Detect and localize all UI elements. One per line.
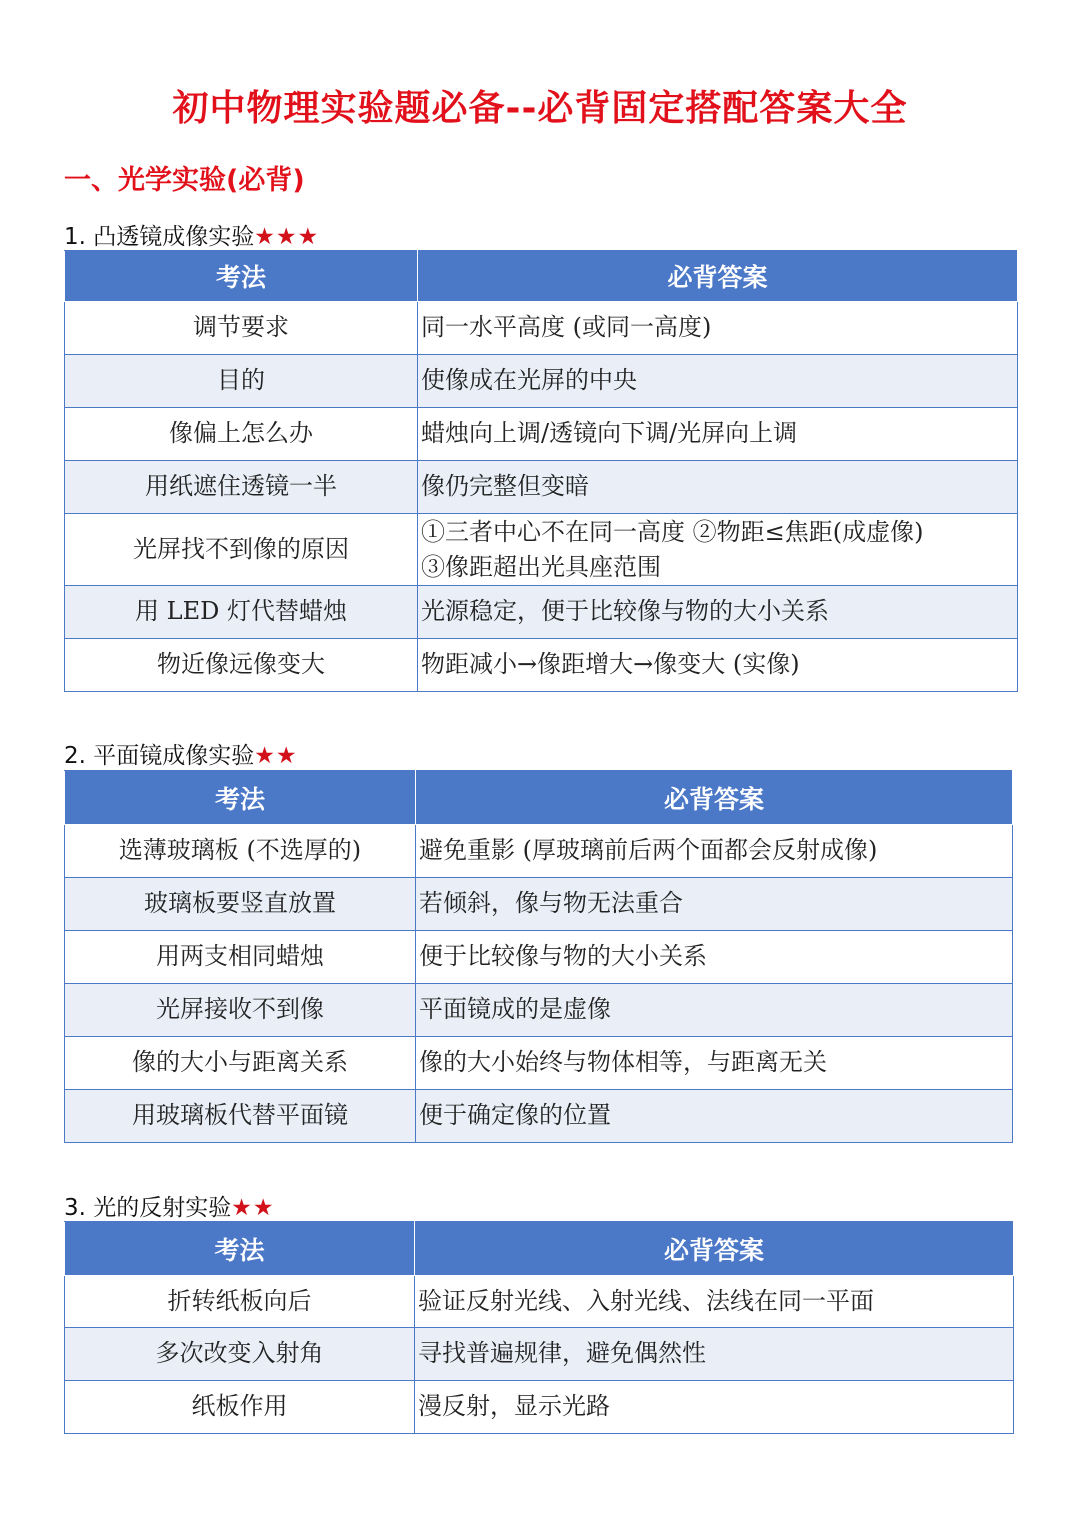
answer-cell bbox=[418, 514, 1018, 586]
table-2-title-text: 2. 平面镜成像实验 bbox=[64, 743, 255, 769]
law-cell: 折转纸板向后 bbox=[65, 1276, 415, 1328]
table-row bbox=[65, 1090, 1013, 1143]
law-cell: 多次改变入射角 bbox=[65, 1328, 415, 1381]
table-row bbox=[65, 639, 1018, 692]
table-row bbox=[65, 984, 1013, 1037]
law-cell: 用玻璃板代替平面镜 bbox=[65, 1090, 416, 1143]
answer-cell: 同一水平高度 (或同一高度) bbox=[418, 302, 1018, 355]
law-cell: 用两支相同蜡烛 bbox=[65, 931, 416, 984]
answer-cell: 寻找普遍规律，避免偶然性 bbox=[415, 1328, 1014, 1381]
table-row bbox=[65, 1381, 1014, 1434]
table-row bbox=[65, 586, 1018, 639]
answer-cell: 像的大小始终与物体相等，与距离无关 bbox=[416, 1037, 1013, 1090]
table-row bbox=[65, 408, 1018, 461]
law-cell: 纸板作用 bbox=[65, 1381, 415, 1434]
table-light-reflection bbox=[64, 1221, 1014, 1434]
answer-cell: 物距减小→像距增大→像变大 (实像) bbox=[418, 639, 1018, 692]
law-cell: 目的 bbox=[65, 355, 418, 408]
table-row bbox=[65, 461, 1018, 514]
table-plane-mirror bbox=[64, 770, 1013, 1143]
header-law: 考法 bbox=[65, 771, 416, 825]
answer-cell: 光源稳定，便于比较像与物的大小关系 bbox=[418, 586, 1018, 639]
table-row bbox=[65, 1276, 1014, 1328]
answer-cell: 便于比较像与物的大小关系 bbox=[416, 931, 1013, 984]
star-rating: ★★★ bbox=[254, 224, 320, 250]
table-row bbox=[65, 514, 1018, 586]
table-1-title bbox=[64, 218, 319, 251]
law-cell: 玻璃板要竖直放置 bbox=[65, 878, 416, 931]
answer-cell: 使像成在光屏的中央 bbox=[418, 355, 1018, 408]
table-row bbox=[65, 1037, 1013, 1090]
table-header-row bbox=[65, 771, 1013, 825]
law-cell: 用纸遮住透镜一半 bbox=[65, 461, 418, 514]
answer-cell: 蜡烛向上调/透镜向下调/光屏向上调 bbox=[418, 408, 1018, 461]
header-answer: 必背答案 bbox=[415, 1222, 1014, 1276]
star-rating: ★★ bbox=[254, 743, 298, 769]
answer-line-1: ①三者中心不在同一高度 ②物距≤焦距(成虚像) bbox=[421, 517, 924, 546]
table-3-title bbox=[64, 1189, 275, 1222]
table-row bbox=[65, 825, 1013, 878]
law-cell: 光屏接收不到像 bbox=[65, 984, 416, 1037]
table-1-title-text: 1. 凸透镜成像实验 bbox=[64, 224, 255, 250]
answer-cell: 便于确定像的位置 bbox=[416, 1090, 1013, 1143]
answer-line-2: ③像距超出光具座范围 bbox=[421, 552, 661, 581]
law-cell: 物近像远像变大 bbox=[65, 639, 418, 692]
table-convex-lens bbox=[64, 250, 1018, 692]
answer-cell: 避免重影 (厚玻璃前后两个面都会反射成像) bbox=[416, 825, 1013, 878]
header-law: 考法 bbox=[65, 251, 418, 302]
law-cell: 像的大小与距离关系 bbox=[65, 1037, 416, 1090]
answer-cell: 若倾斜，像与物无法重合 bbox=[416, 878, 1013, 931]
table-row bbox=[65, 355, 1018, 408]
header-law: 考法 bbox=[65, 1222, 415, 1276]
table-header-row bbox=[65, 1222, 1014, 1276]
header-answer: 必背答案 bbox=[416, 771, 1013, 825]
section-title: 一、光学实验(必背) bbox=[64, 165, 305, 196]
table-row bbox=[65, 302, 1018, 355]
header-answer: 必背答案 bbox=[418, 251, 1018, 302]
star-rating: ★★ bbox=[231, 1195, 275, 1221]
table-3-title-text: 3. 光的反射实验 bbox=[64, 1195, 232, 1221]
answer-cell: 验证反射光线、入射光线、法线在同一平面 bbox=[415, 1276, 1014, 1328]
page-title: 初中物理实验题必备--必背固定搭配答案大全 bbox=[172, 88, 908, 129]
law-cell: 光屏找不到像的原因 bbox=[65, 514, 418, 586]
law-cell: 像偏上怎么办 bbox=[65, 408, 418, 461]
law-cell: 用 LED 灯代替蜡烛 bbox=[65, 586, 418, 639]
law-cell: 调节要求 bbox=[65, 302, 418, 355]
answer-cell: 平面镜成的是虚像 bbox=[416, 984, 1013, 1037]
answer-cell: 漫反射，显示光路 bbox=[415, 1381, 1014, 1434]
answer-cell: 像仍完整但变暗 bbox=[418, 461, 1018, 514]
table-row bbox=[65, 931, 1013, 984]
table-2-title bbox=[64, 737, 298, 770]
table-row bbox=[65, 878, 1013, 931]
table-row bbox=[65, 1328, 1014, 1381]
table-header-row bbox=[65, 251, 1018, 302]
law-cell: 选薄玻璃板 (不选厚的) bbox=[65, 825, 416, 878]
